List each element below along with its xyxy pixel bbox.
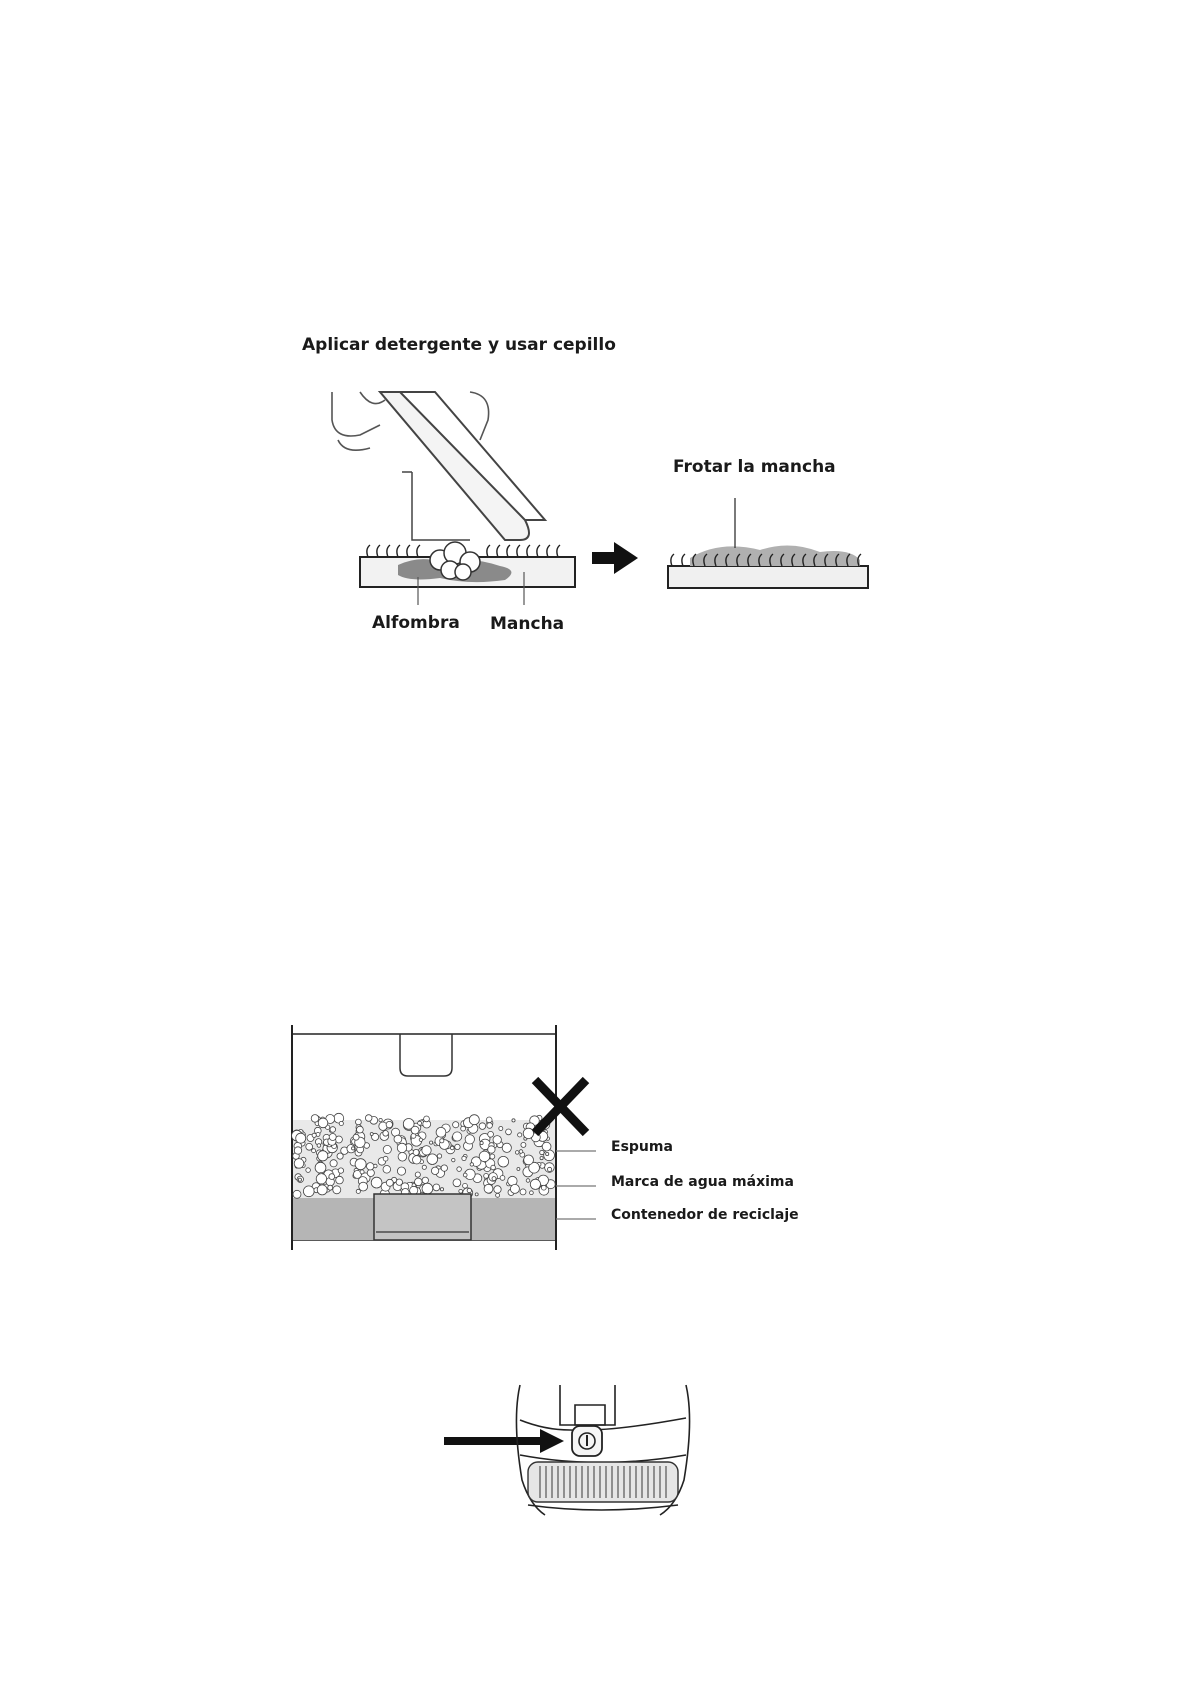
figure-title: Aplicar detergente y usar cepillo [302, 335, 616, 355]
rub-stain-label: Frotar la mancha [673, 457, 836, 477]
foam-label: Espuma [611, 1139, 673, 1155]
recycle-bin-label: Contenedor de reciclaje [611, 1207, 799, 1223]
max-water-mark-label: Marca de agua máxima [611, 1174, 794, 1190]
carpet-label: Alfombra [372, 613, 460, 633]
stain-label: Mancha [490, 614, 565, 634]
